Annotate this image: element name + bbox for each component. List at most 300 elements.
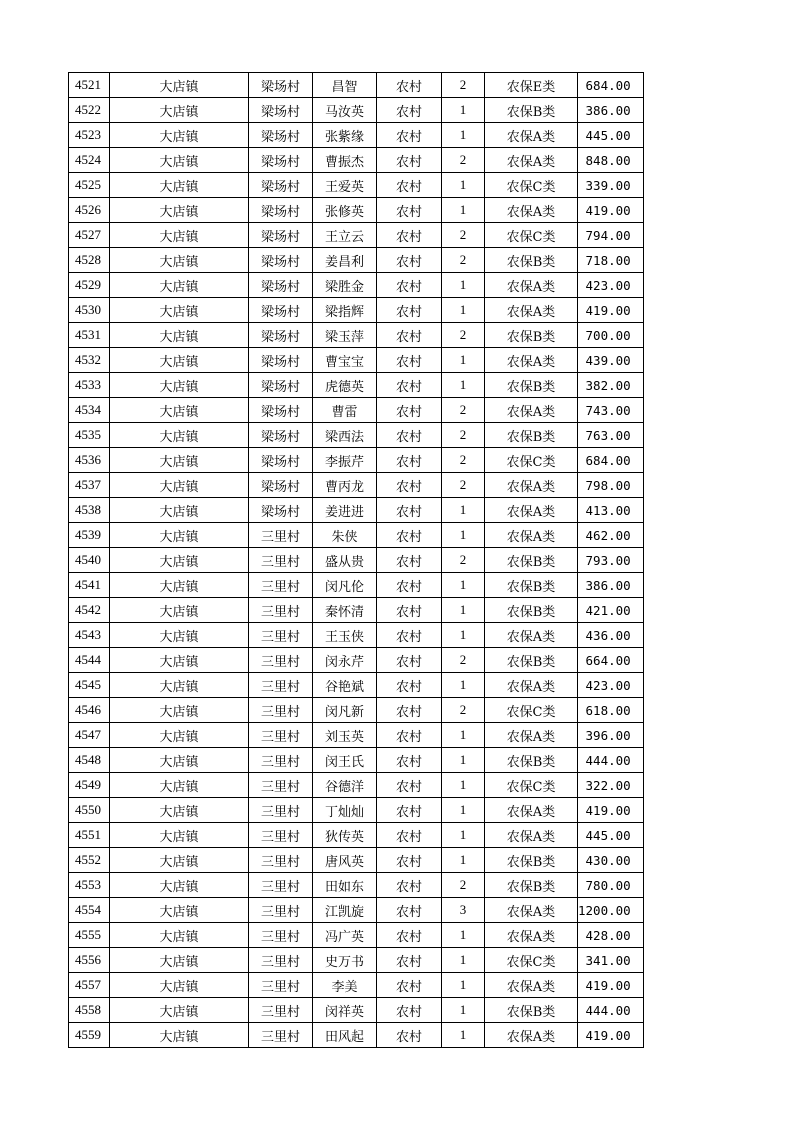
- cell-record-number: 4558: [69, 998, 110, 1023]
- cell-insurance-category: 农保A类: [485, 473, 578, 498]
- cell-village: 三里村: [249, 598, 313, 623]
- table-row: [69, 373, 644, 398]
- cell-amount: 419.00: [578, 1023, 644, 1048]
- cell-person-count: 1: [442, 948, 485, 973]
- cell-amount: 445.00: [578, 823, 644, 848]
- cell-town: 大店镇: [110, 98, 249, 123]
- cell-insurance-category: 农保A类: [485, 273, 578, 298]
- table-row: [69, 798, 644, 823]
- table-row: [69, 523, 644, 548]
- cell-household-type: 农村: [377, 998, 442, 1023]
- cell-person-name: 江凯旋: [313, 898, 377, 923]
- cell-village: 三里村: [249, 548, 313, 573]
- cell-record-number: 4554: [69, 898, 110, 923]
- cell-record-number: 4538: [69, 498, 110, 523]
- cell-person-name: 丁灿灿: [313, 798, 377, 823]
- cell-town: 大店镇: [110, 248, 249, 273]
- cell-household-type: 农村: [377, 223, 442, 248]
- cell-village: 梁场村: [249, 348, 313, 373]
- cell-town: 大店镇: [110, 723, 249, 748]
- cell-insurance-category: 农保C类: [485, 698, 578, 723]
- cell-amount: 445.00: [578, 123, 644, 148]
- cell-person-name: 田如东: [313, 873, 377, 898]
- cell-record-number: 4550: [69, 798, 110, 823]
- table-row: [69, 848, 644, 873]
- cell-person-count: 1: [442, 748, 485, 773]
- table-row: [69, 823, 644, 848]
- cell-person-name: 闵王氏: [313, 748, 377, 773]
- cell-insurance-category: 农保A类: [485, 198, 578, 223]
- table-row: [69, 298, 644, 323]
- table-row: [69, 648, 644, 673]
- cell-person-name: 梁指辉: [313, 298, 377, 323]
- cell-person-name: 昌智: [313, 73, 377, 98]
- cell-village: 梁场村: [249, 173, 313, 198]
- table-row: [69, 73, 644, 98]
- cell-record-number: 4524: [69, 148, 110, 173]
- cell-amount: 386.00: [578, 573, 644, 598]
- cell-village: 梁场村: [249, 98, 313, 123]
- cell-insurance-category: 农保A类: [485, 623, 578, 648]
- cell-person-count: 1: [442, 598, 485, 623]
- cell-town: 大店镇: [110, 548, 249, 573]
- cell-household-type: 农村: [377, 973, 442, 998]
- cell-person-count: 1: [442, 198, 485, 223]
- cell-record-number: 4526: [69, 198, 110, 223]
- cell-record-number: 4521: [69, 73, 110, 98]
- cell-village: 三里村: [249, 973, 313, 998]
- cell-insurance-category: 农保A类: [485, 298, 578, 323]
- cell-insurance-category: 农保C类: [485, 173, 578, 198]
- cell-amount: 444.00: [578, 748, 644, 773]
- cell-person-count: 1: [442, 673, 485, 698]
- cell-town: 大店镇: [110, 173, 249, 198]
- cell-amount: 763.00: [578, 423, 644, 448]
- cell-insurance-category: 农保A类: [485, 723, 578, 748]
- cell-person-count: 1: [442, 523, 485, 548]
- cell-person-name: 梁玉萍: [313, 323, 377, 348]
- cell-village: 梁场村: [249, 248, 313, 273]
- cell-insurance-category: 农保A类: [485, 798, 578, 823]
- cell-person-name: 曹丙龙: [313, 473, 377, 498]
- cell-person-name: 闵永芹: [313, 648, 377, 673]
- cell-amount: 718.00: [578, 248, 644, 273]
- cell-household-type: 农村: [377, 298, 442, 323]
- cell-insurance-category: 农保B类: [485, 323, 578, 348]
- cell-village: 梁场村: [249, 123, 313, 148]
- cell-person-name: 朱侠: [313, 523, 377, 548]
- cell-person-count: 1: [442, 123, 485, 148]
- cell-person-count: 2: [442, 648, 485, 673]
- table-row: [69, 323, 644, 348]
- cell-record-number: 4559: [69, 1023, 110, 1048]
- cell-person-count: 1: [442, 623, 485, 648]
- cell-record-number: 4527: [69, 223, 110, 248]
- cell-record-number: 4552: [69, 848, 110, 873]
- cell-town: 大店镇: [110, 848, 249, 873]
- cell-person-count: 2: [442, 448, 485, 473]
- cell-insurance-category: 农保B类: [485, 848, 578, 873]
- cell-amount: 848.00: [578, 148, 644, 173]
- cell-record-number: 4535: [69, 423, 110, 448]
- cell-person-count: 2: [442, 323, 485, 348]
- cell-insurance-category: 农保A类: [485, 523, 578, 548]
- cell-household-type: 农村: [377, 98, 442, 123]
- cell-person-name: 姜进进: [313, 498, 377, 523]
- cell-amount: 423.00: [578, 273, 644, 298]
- cell-person-name: 曹振杰: [313, 148, 377, 173]
- cell-amount: 421.00: [578, 598, 644, 623]
- cell-record-number: 4530: [69, 298, 110, 323]
- cell-village: 三里村: [249, 698, 313, 723]
- cell-town: 大店镇: [110, 948, 249, 973]
- cell-town: 大店镇: [110, 1023, 249, 1048]
- cell-insurance-category: 农保C类: [485, 948, 578, 973]
- cell-village: 三里村: [249, 898, 313, 923]
- cell-town: 大店镇: [110, 798, 249, 823]
- cell-village: 三里村: [249, 923, 313, 948]
- table-row: [69, 348, 644, 373]
- cell-person-name: 虎德英: [313, 373, 377, 398]
- cell-village: 三里村: [249, 673, 313, 698]
- cell-village: 梁场村: [249, 223, 313, 248]
- cell-village: 梁场村: [249, 198, 313, 223]
- cell-person-count: 1: [442, 573, 485, 598]
- cell-amount: 413.00: [578, 498, 644, 523]
- cell-village: 三里村: [249, 948, 313, 973]
- cell-person-name: 闵凡伦: [313, 573, 377, 598]
- cell-amount: 664.00: [578, 648, 644, 673]
- cell-amount: 684.00: [578, 448, 644, 473]
- cell-household-type: 农村: [377, 198, 442, 223]
- cell-person-count: 1: [442, 973, 485, 998]
- cell-insurance-category: 农保A类: [485, 148, 578, 173]
- cell-person-name: 张修英: [313, 198, 377, 223]
- cell-person-count: 2: [442, 873, 485, 898]
- cell-person-count: 1: [442, 98, 485, 123]
- cell-household-type: 农村: [377, 398, 442, 423]
- cell-record-number: 4553: [69, 873, 110, 898]
- cell-person-name: 唐风英: [313, 848, 377, 873]
- cell-insurance-category: 农保B类: [485, 598, 578, 623]
- cell-village: 三里村: [249, 873, 313, 898]
- cell-household-type: 农村: [377, 473, 442, 498]
- cell-household-type: 农村: [377, 548, 442, 573]
- cell-town: 大店镇: [110, 898, 249, 923]
- cell-village: 三里村: [249, 848, 313, 873]
- cell-person-count: 2: [442, 698, 485, 723]
- cell-town: 大店镇: [110, 623, 249, 648]
- cell-person-count: 1: [442, 998, 485, 1023]
- table-row: [69, 423, 644, 448]
- cell-household-type: 农村: [377, 148, 442, 173]
- cell-amount: 419.00: [578, 298, 644, 323]
- cell-household-type: 农村: [377, 648, 442, 673]
- cell-record-number: 4531: [69, 323, 110, 348]
- cell-household-type: 农村: [377, 348, 442, 373]
- cell-village: 梁场村: [249, 298, 313, 323]
- cell-town: 大店镇: [110, 873, 249, 898]
- cell-town: 大店镇: [110, 223, 249, 248]
- cell-person-count: 2: [442, 73, 485, 98]
- cell-household-type: 农村: [377, 598, 442, 623]
- cell-insurance-category: 农保A类: [485, 973, 578, 998]
- cell-person-count: 1: [442, 773, 485, 798]
- cell-village: 梁场村: [249, 498, 313, 523]
- cell-amount: 436.00: [578, 623, 644, 648]
- cell-town: 大店镇: [110, 698, 249, 723]
- cell-insurance-category: 农保C类: [485, 773, 578, 798]
- cell-record-number: 4539: [69, 523, 110, 548]
- cell-amount: 419.00: [578, 973, 644, 998]
- cell-household-type: 农村: [377, 698, 442, 723]
- cell-village: 三里村: [249, 723, 313, 748]
- cell-amount: 322.00: [578, 773, 644, 798]
- table-row: [69, 573, 644, 598]
- cell-amount: 700.00: [578, 323, 644, 348]
- cell-village: 三里村: [249, 998, 313, 1023]
- cell-insurance-category: 农保B类: [485, 748, 578, 773]
- cell-person-count: 1: [442, 723, 485, 748]
- cell-village: 梁场村: [249, 398, 313, 423]
- cell-village: 三里村: [249, 573, 313, 598]
- cell-record-number: 4536: [69, 448, 110, 473]
- cell-town: 大店镇: [110, 398, 249, 423]
- cell-household-type: 农村: [377, 773, 442, 798]
- cell-household-type: 农村: [377, 123, 442, 148]
- cell-village: 三里村: [249, 1023, 313, 1048]
- cell-person-name: 梁胜金: [313, 273, 377, 298]
- cell-record-number: 4537: [69, 473, 110, 498]
- cell-insurance-category: 农保E类: [485, 73, 578, 98]
- cell-amount: 423.00: [578, 673, 644, 698]
- cell-village: 三里村: [249, 648, 313, 673]
- cell-insurance-category: 农保A类: [485, 123, 578, 148]
- cell-person-name: 狄传英: [313, 823, 377, 848]
- cell-person-count: 1: [442, 848, 485, 873]
- cell-person-count: 2: [442, 223, 485, 248]
- cell-record-number: 4544: [69, 648, 110, 673]
- cell-village: 梁场村: [249, 448, 313, 473]
- records-table: [68, 72, 644, 1048]
- cell-insurance-category: 农保A类: [485, 823, 578, 848]
- cell-person-count: 1: [442, 923, 485, 948]
- cell-insurance-category: 农保A类: [485, 923, 578, 948]
- cell-record-number: 4551: [69, 823, 110, 848]
- records-table-body: [69, 73, 644, 1048]
- cell-record-number: 4523: [69, 123, 110, 148]
- table-row: [69, 223, 644, 248]
- table-row: [69, 123, 644, 148]
- cell-household-type: 农村: [377, 498, 442, 523]
- cell-town: 大店镇: [110, 923, 249, 948]
- table-row: [69, 698, 644, 723]
- cell-amount: 439.00: [578, 348, 644, 373]
- cell-person-name: 梁西法: [313, 423, 377, 448]
- cell-household-type: 农村: [377, 1023, 442, 1048]
- cell-record-number: 4556: [69, 948, 110, 973]
- cell-record-number: 4540: [69, 548, 110, 573]
- table-row: [69, 923, 644, 948]
- cell-record-number: 4533: [69, 373, 110, 398]
- cell-household-type: 农村: [377, 798, 442, 823]
- cell-village: 三里村: [249, 623, 313, 648]
- cell-town: 大店镇: [110, 523, 249, 548]
- table-row: [69, 748, 644, 773]
- cell-person-name: 王玉侠: [313, 623, 377, 648]
- table-row: [69, 498, 644, 523]
- cell-village: 三里村: [249, 823, 313, 848]
- cell-record-number: 4557: [69, 973, 110, 998]
- table-row: [69, 398, 644, 423]
- table-row: [69, 773, 644, 798]
- cell-household-type: 农村: [377, 273, 442, 298]
- cell-person-count: 2: [442, 423, 485, 448]
- cell-insurance-category: 农保B类: [485, 648, 578, 673]
- cell-person-name: 田风起: [313, 1023, 377, 1048]
- cell-town: 大店镇: [110, 298, 249, 323]
- cell-amount: 684.00: [578, 73, 644, 98]
- cell-amount: 798.00: [578, 473, 644, 498]
- cell-town: 大店镇: [110, 123, 249, 148]
- table-row: [69, 873, 644, 898]
- table-row: [69, 198, 644, 223]
- cell-insurance-category: 农保C类: [485, 448, 578, 473]
- cell-household-type: 农村: [377, 523, 442, 548]
- cell-town: 大店镇: [110, 498, 249, 523]
- cell-insurance-category: 农保C类: [485, 223, 578, 248]
- cell-person-count: 1: [442, 273, 485, 298]
- cell-town: 大店镇: [110, 148, 249, 173]
- cell-village: 三里村: [249, 748, 313, 773]
- cell-household-type: 农村: [377, 748, 442, 773]
- cell-record-number: 4541: [69, 573, 110, 598]
- cell-insurance-category: 农保B类: [485, 873, 578, 898]
- table-row: [69, 473, 644, 498]
- cell-town: 大店镇: [110, 348, 249, 373]
- cell-record-number: 4549: [69, 773, 110, 798]
- table-row: [69, 173, 644, 198]
- cell-person-count: 1: [442, 373, 485, 398]
- cell-household-type: 农村: [377, 948, 442, 973]
- cell-person-name: 闵祥英: [313, 998, 377, 1023]
- cell-village: 三里村: [249, 523, 313, 548]
- cell-person-name: 李振芹: [313, 448, 377, 473]
- cell-village: 三里村: [249, 798, 313, 823]
- cell-person-count: 2: [442, 398, 485, 423]
- table-row: [69, 548, 644, 573]
- cell-person-name: 王立云: [313, 223, 377, 248]
- cell-town: 大店镇: [110, 73, 249, 98]
- table-row: [69, 973, 644, 998]
- cell-household-type: 农村: [377, 73, 442, 98]
- cell-insurance-category: 农保B类: [485, 573, 578, 598]
- cell-household-type: 农村: [377, 373, 442, 398]
- cell-person-name: 秦怀清: [313, 598, 377, 623]
- cell-amount: 780.00: [578, 873, 644, 898]
- cell-household-type: 农村: [377, 173, 442, 198]
- cell-insurance-category: 农保B类: [485, 248, 578, 273]
- cell-household-type: 农村: [377, 923, 442, 948]
- table-row: [69, 723, 644, 748]
- cell-record-number: 4543: [69, 623, 110, 648]
- table-row: [69, 998, 644, 1023]
- cell-person-name: 姜昌利: [313, 248, 377, 273]
- cell-person-name: 马汝英: [313, 98, 377, 123]
- cell-record-number: 4522: [69, 98, 110, 123]
- cell-person-count: 1: [442, 173, 485, 198]
- table-row: [69, 448, 644, 473]
- cell-person-count: 1: [442, 823, 485, 848]
- cell-amount: 444.00: [578, 998, 644, 1023]
- cell-household-type: 农村: [377, 848, 442, 873]
- table-row: [69, 248, 644, 273]
- cell-record-number: 4547: [69, 723, 110, 748]
- cell-person-name: 曹宝宝: [313, 348, 377, 373]
- cell-insurance-category: 农保B类: [485, 998, 578, 1023]
- cell-person-name: 刘玉英: [313, 723, 377, 748]
- cell-amount: 743.00: [578, 398, 644, 423]
- cell-record-number: 4555: [69, 923, 110, 948]
- cell-person-name: 张紫缘: [313, 123, 377, 148]
- cell-person-count: 1: [442, 798, 485, 823]
- cell-record-number: 4548: [69, 748, 110, 773]
- cell-insurance-category: 农保A类: [485, 398, 578, 423]
- cell-household-type: 农村: [377, 323, 442, 348]
- cell-person-name: 盛从贵: [313, 548, 377, 573]
- cell-person-count: 2: [442, 148, 485, 173]
- cell-amount: 386.00: [578, 98, 644, 123]
- cell-insurance-category: 农保B类: [485, 373, 578, 398]
- cell-amount: 428.00: [578, 923, 644, 948]
- cell-town: 大店镇: [110, 323, 249, 348]
- cell-household-type: 农村: [377, 423, 442, 448]
- cell-record-number: 4528: [69, 248, 110, 273]
- cell-household-type: 农村: [377, 723, 442, 748]
- cell-town: 大店镇: [110, 773, 249, 798]
- cell-amount: 341.00: [578, 948, 644, 973]
- cell-insurance-category: 农保A类: [485, 348, 578, 373]
- cell-person-count: 1: [442, 348, 485, 373]
- cell-village: 梁场村: [249, 373, 313, 398]
- cell-insurance-category: 农保B类: [485, 98, 578, 123]
- cell-household-type: 农村: [377, 823, 442, 848]
- cell-insurance-category: 农保A类: [485, 898, 578, 923]
- table-row: [69, 673, 644, 698]
- cell-person-name: 谷艳斌: [313, 673, 377, 698]
- cell-town: 大店镇: [110, 198, 249, 223]
- cell-person-count: 1: [442, 498, 485, 523]
- document-page: [68, 72, 644, 1048]
- cell-person-count: 3: [442, 898, 485, 923]
- cell-village: 梁场村: [249, 423, 313, 448]
- cell-amount: 396.00: [578, 723, 644, 748]
- cell-town: 大店镇: [110, 448, 249, 473]
- table-row: [69, 623, 644, 648]
- table-row: [69, 598, 644, 623]
- cell-record-number: 4545: [69, 673, 110, 698]
- cell-insurance-category: 农保B类: [485, 548, 578, 573]
- cell-town: 大店镇: [110, 748, 249, 773]
- cell-town: 大店镇: [110, 273, 249, 298]
- cell-town: 大店镇: [110, 473, 249, 498]
- table-row: [69, 898, 644, 923]
- cell-household-type: 农村: [377, 873, 442, 898]
- cell-person-name: 李美: [313, 973, 377, 998]
- cell-person-name: 冯广英: [313, 923, 377, 948]
- cell-town: 大店镇: [110, 673, 249, 698]
- cell-amount: 339.00: [578, 173, 644, 198]
